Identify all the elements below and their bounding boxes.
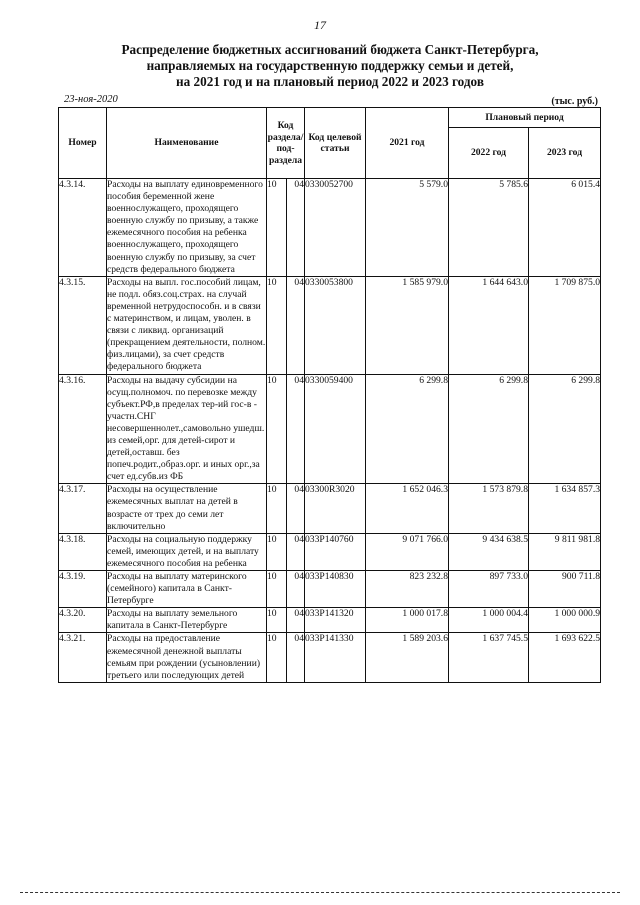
row-amount-2023: 1 634 857.3 <box>529 484 601 533</box>
row-amount-2023: 1 693 622.5 <box>529 633 601 682</box>
row-section-code: 10 <box>267 179 287 277</box>
row-subsection-code: 04 <box>287 276 305 374</box>
row-target-code: 033P141320 <box>305 608 366 633</box>
row-amount-2022: 1 000 004.4 <box>449 608 529 633</box>
row-amount-2021: 5 579.0 <box>366 179 449 277</box>
header-year-2023: 2023 год <box>529 128 601 179</box>
unit-label: (тыс. руб.) <box>551 96 598 107</box>
row-amount-2023: 9 811 981.8 <box>529 533 601 570</box>
row-target-code: 0330059400 <box>305 374 366 484</box>
row-number: 4.3.18. <box>59 533 107 570</box>
row-target-code: 0330052700 <box>305 179 366 277</box>
header-planned-period: Плановый период <box>449 108 601 128</box>
title-line-3: на 2021 год и на плановый период 2022 и 2023 годов <box>176 74 484 89</box>
row-number: 4.3.17. <box>59 484 107 533</box>
table-body <box>59 179 601 683</box>
row-target-code: 0330053800 <box>305 276 366 374</box>
row-section-code: 10 <box>267 276 287 374</box>
row-subsection-code: 04 <box>287 533 305 570</box>
row-section-code: 10 <box>267 374 287 484</box>
row-amount-2022: 9 434 638.5 <box>449 533 529 570</box>
row-amount-2022: 897 733.0 <box>449 571 529 608</box>
footer-divider <box>20 892 620 893</box>
header-number: Номер <box>59 108 107 179</box>
row-amount-2022: 5 785.6 <box>449 179 529 277</box>
document-date: 23-ноя-2020 <box>64 94 118 105</box>
row-amount-2021: 1 589 203.6 <box>366 633 449 682</box>
table-header <box>59 108 601 179</box>
row-number: 4.3.15. <box>59 276 107 374</box>
row-amount-2021: 9 071 766.0 <box>366 533 449 570</box>
header-name: Наименование <box>107 108 267 179</box>
row-name: Расходы на осуществление ежемесячных выплат на детей в возрасте от трех до семи лет включительно <box>107 484 267 533</box>
table-row <box>59 633 601 682</box>
row-amount-2022: 1 573 879.8 <box>449 484 529 533</box>
row-section-code: 10 <box>267 484 287 533</box>
row-subsection-code: 04 <box>287 484 305 533</box>
budget-table <box>58 107 601 683</box>
row-amount-2021: 823 232.8 <box>366 571 449 608</box>
row-amount-2022: 6 299.8 <box>449 374 529 484</box>
row-amount-2023: 1 000 000.9 <box>529 608 601 633</box>
row-number: 4.3.21. <box>59 633 107 682</box>
page-number: 17 <box>314 18 326 32</box>
row-subsection-code: 04 <box>287 633 305 682</box>
row-target-code: 033P141330 <box>305 633 366 682</box>
row-name: Расходы на выдачу субсидии на осущ.полномоч. по перевозке между субъект.РФ,в пределах тер-ий гос-в - участн.СНГ несовершеннолет.,самовольно ушедш. из семей,орг. для детей-сирот и детей,оставш. без попеч.родит.,образ.орг. и иных орг.,за счет ед.субв.из ФБ <box>107 374 267 484</box>
row-subsection-code: 04 <box>287 571 305 608</box>
row-amount-2023: 6 015.4 <box>529 179 601 277</box>
row-target-code: 033P140760 <box>305 533 366 570</box>
row-amount-2021: 1 000 017.8 <box>366 608 449 633</box>
row-section-code: 10 <box>267 608 287 633</box>
header-section-code: Код раздела/ под-раздела <box>267 108 305 179</box>
row-name: Расходы на выплату единовременного пособия беременной жене военнослужащего, проходящего военную службу по призыву, а также ежемесячного пособия на ребенка военнослужащего, проходящего военную службу по призыву, за счет средств федерального бюджета <box>107 179 267 277</box>
row-section-code: 10 <box>267 633 287 682</box>
table-row <box>59 276 601 374</box>
table-row <box>59 571 601 608</box>
row-number: 4.3.20. <box>59 608 107 633</box>
row-amount-2021: 1 652 046.3 <box>366 484 449 533</box>
row-section-code: 10 <box>267 571 287 608</box>
row-section-code: 10 <box>267 533 287 570</box>
table-row <box>59 179 601 277</box>
row-name: Расходы на социальную поддержку семей, имеющих детей, и на выплату ежемесячного пособия на ребенка <box>107 533 267 570</box>
table-row <box>59 484 601 533</box>
title-line-2: направляемых на государственную поддержку семьи и детей, <box>146 58 514 73</box>
header-year-2022: 2022 год <box>449 128 529 179</box>
table-row <box>59 608 601 633</box>
header-target-code: Код целевой статьи <box>305 108 366 179</box>
row-subsection-code: 04 <box>287 608 305 633</box>
row-amount-2022: 1 644 643.0 <box>449 276 529 374</box>
table-row <box>59 533 601 570</box>
row-amount-2023: 900 711.8 <box>529 571 601 608</box>
row-subsection-code: 04 <box>287 179 305 277</box>
row-amount-2023: 6 299.8 <box>529 374 601 484</box>
row-amount-2023: 1 709 875.0 <box>529 276 601 374</box>
page-title <box>60 42 600 90</box>
row-amount-2021: 1 585 979.0 <box>366 276 449 374</box>
row-amount-2021: 6 299.8 <box>366 374 449 484</box>
header-year-2021: 2021 год <box>366 108 449 179</box>
row-name: Расходы на выпл. гос.пособий лицам, не подл. обяз.соц.страх. на случай временной нетрудоспособн. и в связи с материнством, и лицам, уволен. в связи с ликвид. организаций (прекращением деятельности, полном. физ.лицами), за счет средств федерального бюджета <box>107 276 266 373</box>
row-number: 4.3.16. <box>59 374 107 484</box>
row-number: 4.3.14. <box>59 179 107 277</box>
row-number: 4.3.19. <box>59 571 107 608</box>
row-target-code: 033P140830 <box>305 571 366 608</box>
row-name: Расходы на выплату материнского (семейного) капитала в Санкт-Петербурге <box>107 571 267 608</box>
row-name: Расходы на предоставление ежемесячной денежной выплаты семьям при рождении (усыновлении) третьего или последующих детей <box>107 633 267 682</box>
table-row <box>59 374 601 484</box>
row-target-code: 03300R3020 <box>305 484 366 533</box>
row-name: Расходы на выплату земельного капитала в Санкт-Петербурге <box>107 608 267 633</box>
title-line-1: Распределение бюджетных ассигнований бюджета Санкт-Петербурга, <box>121 42 539 57</box>
row-amount-2022: 1 637 745.5 <box>449 633 529 682</box>
row-subsection-code: 04 <box>287 374 305 484</box>
